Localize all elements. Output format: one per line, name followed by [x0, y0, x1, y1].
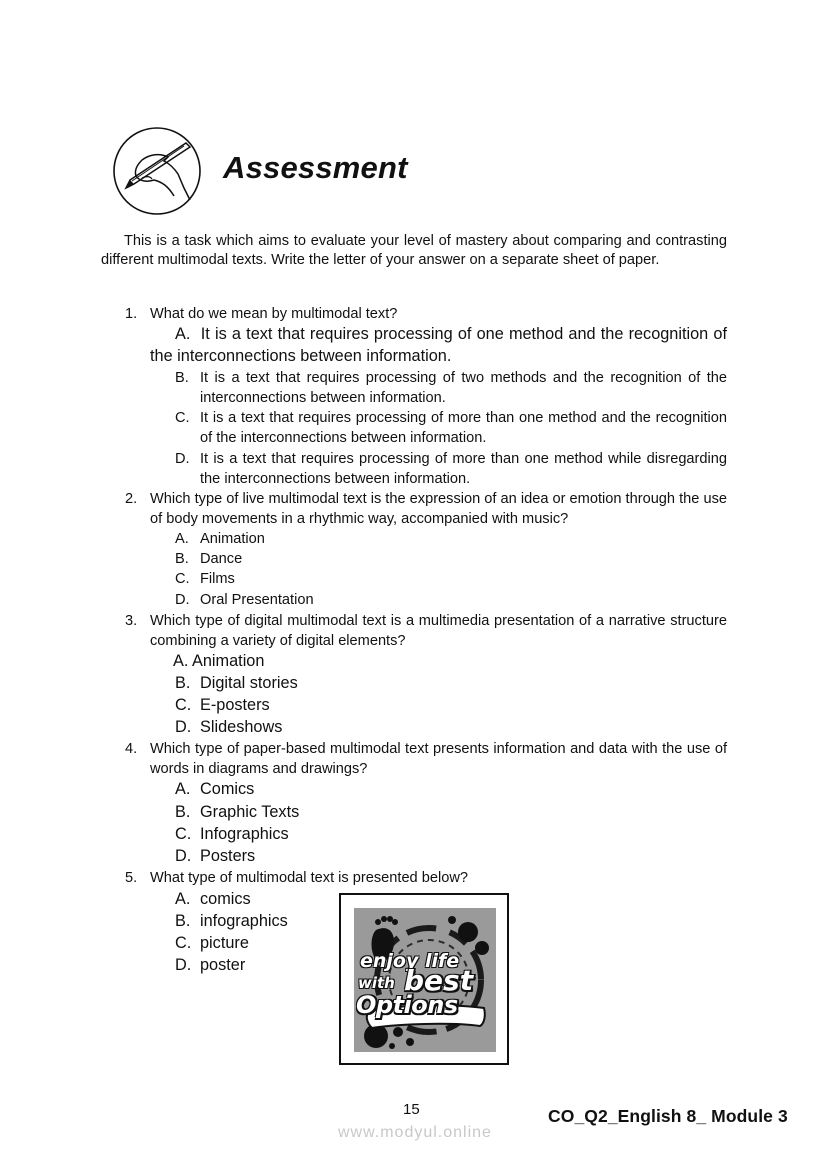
- option-text: Digital stories: [200, 674, 298, 692]
- option-label: A.: [175, 325, 191, 343]
- option-label: D.: [175, 718, 192, 736]
- option-text: Graphic Texts: [200, 803, 300, 821]
- option-label: D.: [175, 592, 190, 608]
- page-title: Assessment: [223, 150, 408, 185]
- option-text: infographics: [200, 912, 288, 930]
- question-text: What do we mean by multimodal text?: [150, 306, 398, 322]
- option-text: Animation: [200, 531, 265, 547]
- option-label: A.: [175, 531, 189, 547]
- option-a: [175, 778, 254, 800]
- instructions-paragraph: This is a task which aims to evaluate your level of mastery about comparing and contrasting different multimodal texts. Write the letter of your answer on a separate sheet of paper.: [101, 233, 727, 268]
- option-d: [175, 449, 727, 489]
- option-text: Comics: [200, 780, 255, 798]
- question-number: 5.: [125, 870, 138, 886]
- option-label: B.: [175, 551, 189, 567]
- option-label: B.: [175, 370, 189, 386]
- option-a: [173, 650, 264, 672]
- option-text: It is a text that requires processing of one method and the recognition of the interconnections between information.: [150, 325, 727, 365]
- option-b: [175, 549, 242, 569]
- option-label: A.: [175, 780, 191, 798]
- option-c: [175, 823, 289, 845]
- question-number: 2.: [125, 491, 138, 507]
- option-d: [175, 954, 245, 976]
- option-text: E-posters: [200, 696, 270, 714]
- option-label: A.: [173, 652, 189, 670]
- option-label: B.: [175, 674, 191, 692]
- option-d: [175, 716, 282, 738]
- poster-line-1: enjoy life: [360, 950, 460, 972]
- option-text: It is a text that requires processing of more than one method while disregarding the interconnections between information.: [200, 451, 727, 487]
- option-text: Dance: [200, 551, 243, 567]
- poster-line-3: Options: [356, 991, 458, 1019]
- option-text: It is a text that requires processing of more than one method and the recognition of the interconnections between information.: [200, 410, 727, 446]
- option-text: Posters: [200, 847, 256, 865]
- option-label: C.: [175, 571, 190, 587]
- option-label: A.: [175, 890, 191, 908]
- option-text: Slideshows: [200, 718, 283, 736]
- option-c: [175, 569, 235, 589]
- option-a: [175, 888, 251, 910]
- option-c: [175, 932, 249, 954]
- option-label: B.: [175, 803, 191, 821]
- option-text: Films: [200, 571, 235, 587]
- hand-writing-pencil-icon: [112, 126, 202, 216]
- module-code: CO_Q2_English 8_ Module 3: [548, 1106, 788, 1126]
- watermark: www.modyul.online: [338, 1124, 492, 1141]
- question-number: 1.: [125, 306, 138, 322]
- option-text: Animation: [192, 652, 265, 670]
- poster-line-2b: best: [404, 964, 474, 997]
- option-d: [175, 590, 314, 610]
- option-label: D.: [175, 451, 190, 467]
- question-text: Which type of paper-based multimodal text presents information and data with the use of words in diagrams and drawings?: [150, 741, 727, 777]
- poster-image-frame: [339, 893, 509, 1065]
- question-number: 3.: [125, 613, 138, 629]
- poster-image: [354, 908, 496, 1052]
- option-label: B.: [175, 912, 191, 930]
- option-a: [175, 529, 265, 549]
- question-number: 4.: [125, 741, 138, 757]
- question-text: Which type of digital multimodal text is a multimedia presentation of a narrative structure combining a variety of digital elements?: [150, 613, 727, 649]
- option-text: Oral Presentation: [200, 592, 314, 608]
- question-text: Which type of live multimodal text is the expression of an idea or emotion through the use of body movements in a rhythmic way, accompanied with music?: [150, 491, 727, 527]
- poster-line-2a: with: [358, 974, 395, 992]
- option-label: C.: [175, 410, 190, 426]
- question-text: What type of multimodal text is presented below?: [150, 870, 468, 886]
- option-c: [175, 694, 270, 716]
- option-b: [175, 910, 288, 932]
- option-label: D.: [175, 847, 192, 865]
- option-b: [175, 672, 298, 694]
- option-label: C.: [175, 825, 192, 843]
- option-d: [175, 845, 255, 867]
- option-text: It is a text that requires processing of two methods and the recognition of the interconnections between information.: [200, 370, 727, 406]
- option-a: [150, 323, 727, 367]
- option-label: C.: [175, 696, 192, 714]
- option-text: comics: [200, 890, 251, 908]
- option-text: poster: [200, 956, 246, 974]
- option-b: [175, 368, 727, 408]
- option-text: Infographics: [200, 825, 289, 843]
- option-text: picture: [200, 934, 249, 952]
- page-number: 15: [403, 1101, 420, 1118]
- option-label: C.: [175, 934, 192, 952]
- option-c: [175, 408, 727, 448]
- option-label: D.: [175, 956, 192, 974]
- option-b: [175, 801, 299, 823]
